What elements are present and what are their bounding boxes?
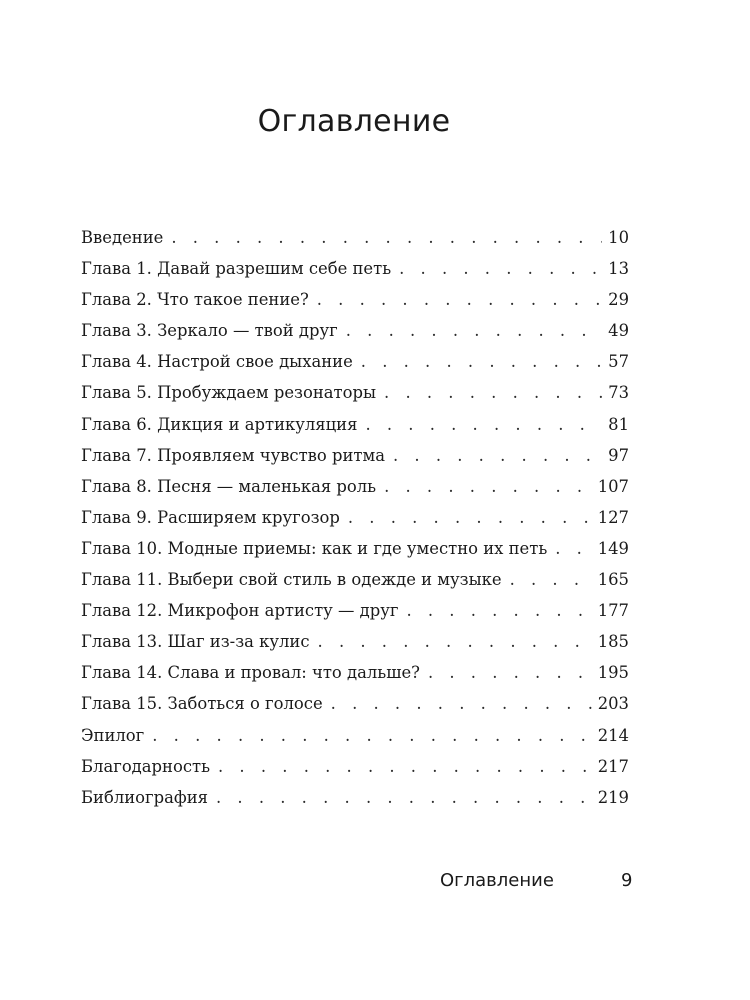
dot-leader [331, 688, 592, 719]
toc-entry-title: Глава 12. Микрофон артисту — друг [81, 601, 399, 621]
dot-leader [171, 222, 602, 253]
dot-leader [428, 657, 592, 688]
toc-entry-page: 177 [597, 601, 629, 621]
toc-entry-title: Глава 11. Выбери свой стиль в одежде и музыке [81, 570, 502, 590]
toc-entry-page: 13 [608, 259, 629, 279]
toc-entry-page: 219 [597, 787, 629, 807]
toc-entry-page: 73 [608, 383, 629, 403]
page-number: 9 [621, 870, 633, 891]
toc-entry-chapter-12 [81, 595, 629, 626]
toc-entry-page: 217 [597, 756, 629, 776]
dot-leader [555, 533, 591, 564]
dot-leader [361, 346, 602, 377]
toc-entry-title: Глава 1. Давай разрешим себе петь [81, 259, 392, 279]
dot-leader [216, 782, 592, 813]
running-title: Оглавление [440, 870, 554, 891]
toc-entry-title: Глава 15. Заботься о голосе [81, 694, 323, 714]
dot-leader [346, 315, 602, 346]
toc-entry-title: Глава 6. Дикция и артикуляция [81, 414, 358, 434]
toc-entry-chapter-15 [81, 688, 629, 719]
dot-leader [348, 502, 592, 533]
toc-entry-title: Глава 4. Настрой свое дыхание [81, 352, 353, 372]
toc-entry-page: 214 [597, 725, 629, 745]
toc-entry-page: 165 [597, 570, 629, 590]
toc-entry-page: 149 [597, 538, 629, 558]
toc-entry-chapter-10 [81, 533, 629, 564]
toc-entry-title: Глава 8. Песня — маленькая роль [81, 476, 377, 496]
page-title: Оглавление [257, 104, 451, 139]
toc-entry-page: 107 [597, 476, 629, 496]
dot-leader [317, 284, 602, 315]
dot-leader [510, 564, 592, 595]
toc-entry-introduction [81, 222, 629, 253]
toc-entry-title: Благодарность [81, 756, 211, 776]
toc-entry-title: Глава 13. Шаг из-за кулис [81, 632, 310, 652]
toc-entry-epilogue [81, 720, 629, 751]
toc-entry-chapter-11 [81, 564, 629, 595]
toc-entry-title: Эпилог [81, 725, 145, 745]
toc-entry-chapter-9 [81, 502, 629, 533]
dot-leader [218, 751, 592, 782]
toc-entry-page: 127 [597, 507, 629, 527]
toc-entry-page: 10 [608, 228, 629, 247]
toc-entry-bibliography [81, 782, 629, 813]
toc-entry-page: 203 [597, 694, 629, 714]
toc-entry-page: 29 [608, 290, 629, 310]
toc-entry-page: 81 [608, 414, 629, 434]
toc-entry-page: 195 [597, 663, 629, 683]
page-footer [0, 870, 750, 900]
toc-entry-title: Глава 10. Модные приемы: как и где уместно их петь [81, 538, 548, 558]
toc-entry-page: 57 [608, 352, 629, 372]
dot-leader [152, 720, 591, 751]
toc-entry-acknowledgements [81, 751, 629, 782]
dot-leader [365, 409, 602, 440]
toc-entry-title: Глава 2. Что такое пение? [81, 290, 309, 310]
toc-entry-chapter-5 [81, 377, 629, 408]
toc-entry-chapter-14 [81, 657, 629, 688]
toc-entry-chapter-1 [81, 253, 629, 284]
dot-leader [384, 471, 592, 502]
toc-entry-title: Введение [81, 228, 164, 247]
toc-entry-title: Библиография [81, 787, 208, 807]
toc-entry-title: Глава 7. Проявляем чувство ритма [81, 445, 385, 465]
toc-entry-chapter-3 [81, 315, 629, 346]
toc-entry-chapter-7 [81, 440, 629, 471]
dot-leader [384, 377, 602, 408]
dot-leader [399, 253, 602, 284]
toc-entry-chapter-4 [81, 346, 629, 377]
table-of-contents [81, 222, 629, 813]
toc-entry-title: Глава 3. Зеркало — твой друг [81, 321, 338, 341]
toc-entry-page: 97 [608, 445, 629, 465]
toc-entry-chapter-2 [81, 284, 629, 315]
toc-entry-chapter-6 [81, 409, 629, 440]
toc-entry-title: Глава 5. Пробуждаем резонаторы [81, 383, 377, 403]
toc-entry-title: Глава 14. Слава и провал: что дальше? [81, 663, 420, 683]
dot-leader [406, 595, 591, 626]
dot-leader [318, 626, 592, 657]
toc-entry-page: 49 [608, 321, 629, 341]
toc-entry-page: 185 [597, 632, 629, 652]
toc-entry-title: Глава 9. Расширяем кругозор [81, 507, 340, 527]
toc-entry-chapter-13 [81, 626, 629, 657]
dot-leader [393, 440, 602, 471]
toc-entry-chapter-8 [81, 471, 629, 502]
